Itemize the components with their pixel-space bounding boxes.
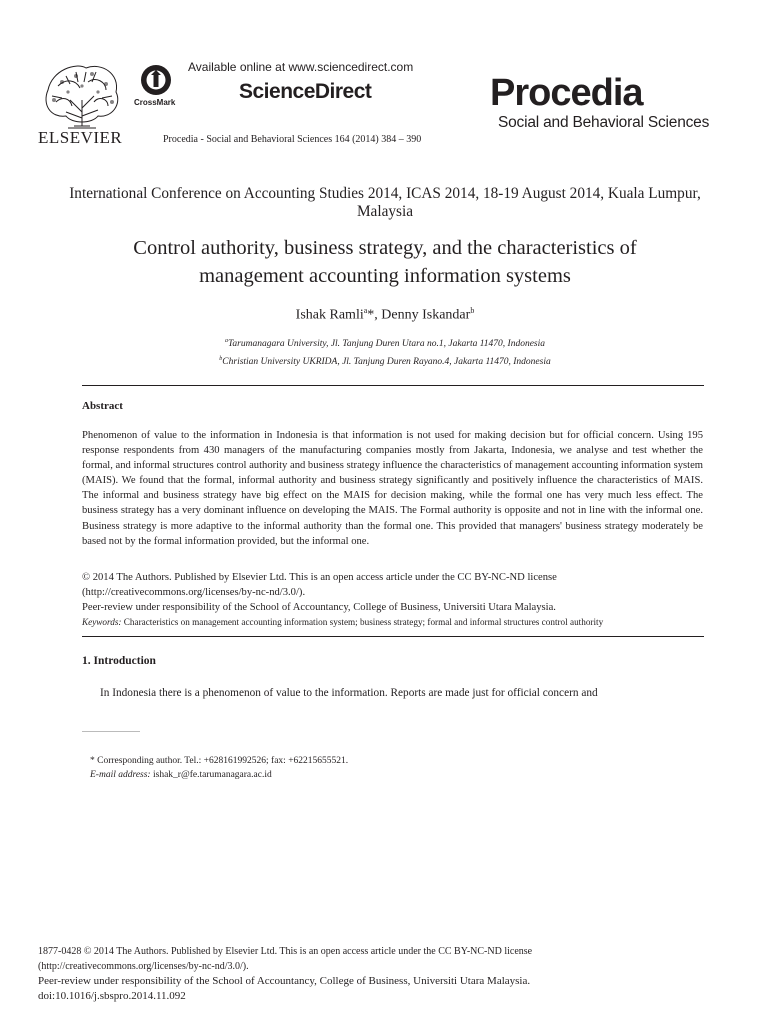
author-2: Denny Iskandar bbox=[381, 307, 471, 323]
crossmark-label: CrossMark bbox=[134, 98, 176, 107]
corresponding-author-footnote bbox=[90, 754, 348, 782]
abstract-heading: Abstract bbox=[82, 400, 123, 412]
copyright-line: 1877-0428 © 2014 The Authors. Published by Elsevier Ltd. This is an open access article under the CC BY-NC-ND license bbox=[38, 946, 533, 957]
author-separator: *, bbox=[367, 307, 382, 323]
peer-review-line: Peer-review under responsibility of the School of Accountancy, College of Business, Universiti Utara Malaysia. bbox=[82, 602, 556, 613]
affiliation-a-text: Tarumanagara University, Jl. Tanjung Duren Utara no.1, Jakarta 11470, Indonesia bbox=[227, 339, 546, 350]
license-statement bbox=[82, 570, 703, 615]
author-1-affiliation-mark: a bbox=[363, 306, 368, 315]
procedia-subtitle: Social and Behavioral Sciences bbox=[498, 114, 710, 131]
doi[interactable]: doi:10.1016/j.sbspro.2014.11.092 bbox=[38, 990, 186, 1002]
footnote-rule bbox=[82, 731, 140, 732]
author-1: Ishak Ramli bbox=[295, 307, 364, 323]
title-line-1: Control authority, business strategy, and the characteristics of bbox=[133, 237, 637, 259]
section-heading-introduction: 1. Introduction bbox=[82, 655, 156, 667]
journal-citation: Procedia - Social and Behavioral Sciences 164 (2014) 384 – 390 bbox=[163, 134, 422, 145]
keywords bbox=[82, 616, 703, 629]
affiliations bbox=[60, 334, 710, 370]
keywords-list: Characteristics on management accounting information system; business strategy; formal and informal structures control authority bbox=[121, 617, 604, 627]
procedia-logo: Procedia bbox=[490, 72, 643, 114]
author-list bbox=[60, 306, 710, 324]
abstract-body: Phenomenon of value to the information in Indonesia is that information is not used for making decision but for official concern. Using 195 response respondents from 430 managers of the manufacturing companies mostly from Jakarta, Indonesia, we analyse and test whether the formal, and informal structures control authority and business strategy influence the characteristics of management accounting information system (MAIS). We found that the formal, informal authority and business strategy significantly and positively influence the characteristics of MAIS. The informal and business strategy have big effect on the MAIS for decision making, while the formal one has very much less effect. The business strategy has a very dominant influence on developing the MAIS. The Formal authority is opposite and not in line with the informal one. Business strategy is more adaptive to the informal authority than the formal one. This provided that managers' business strategy moderately be based not by the formal information provided, but the informal one. bbox=[82, 430, 704, 547]
copyright-license-link[interactable]: (http://creativecommons.org/licenses/by-nc-nd/3.0/). bbox=[38, 961, 249, 972]
affiliation-b-text: Christian University UKRIDA, Jl. Tanjung Duren Rayano.4, Jakarta 11470, Indonesia bbox=[222, 357, 551, 368]
title-line-2: management accounting information systems bbox=[199, 265, 571, 287]
affiliation-a-mark: a bbox=[224, 338, 228, 344]
corresponding-author-line: * Corresponding author. Tel.: +628161992526; fax: +62215655521. bbox=[90, 756, 349, 766]
affiliation-b-mark: b bbox=[219, 356, 223, 363]
available-online-text: Available online at www.sciencedirect.com bbox=[188, 60, 414, 74]
email-address[interactable]: ishak_r@fe.tarumanagara.ac.id bbox=[150, 770, 272, 780]
copyright-block bbox=[38, 944, 728, 1004]
author-2-affiliation-mark: b bbox=[470, 306, 475, 315]
copyright-peer-review: Peer-review under responsibility of the School of Accountancy, College of Business, Universiti Utara Malaysia. bbox=[38, 975, 531, 987]
conference-name: International Conference on Accounting Studies 2014, ICAS 2014, 18-19 August 2014, Kuala Lumpur, Malaysia bbox=[69, 185, 701, 220]
publisher-name: ELSEVIER bbox=[38, 128, 123, 147]
email-line bbox=[90, 768, 348, 782]
keywords-divider bbox=[82, 636, 704, 637]
affiliation-b bbox=[60, 352, 710, 370]
paper-title bbox=[60, 234, 710, 290]
license-line-1: © 2014 The Authors. Published by Elsevier Ltd. This is an open access article under the CC BY-NC-ND license bbox=[82, 572, 557, 583]
license-link[interactable]: (http://creativecommons.org/licenses/by-nc-nd/3.0/). bbox=[82, 587, 306, 598]
divider-rule bbox=[82, 385, 704, 386]
email-label: E-mail address: bbox=[90, 770, 151, 780]
affiliation-a bbox=[60, 334, 710, 352]
sciencedirect-logo: ScienceDirect bbox=[239, 80, 372, 103]
keywords-label: Keywords: bbox=[82, 617, 122, 627]
introduction-paragraph: In Indonesia there is a phenomenon of value to the information. Reports are made just for official concern and bbox=[100, 687, 598, 699]
